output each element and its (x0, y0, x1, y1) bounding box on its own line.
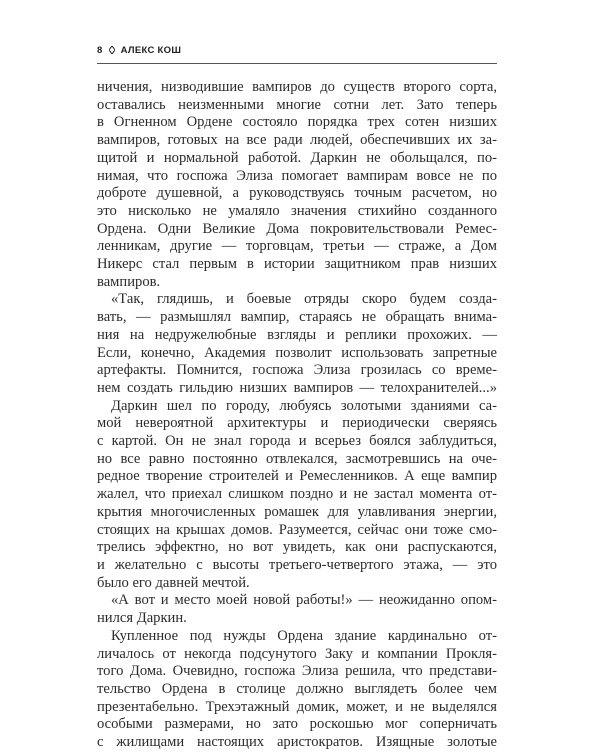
diamond-ornament-icon (109, 46, 115, 54)
running-head (97, 42, 497, 58)
text-line: вать, — размышлял вампир, стараясь не обращать внима- (97, 309, 497, 326)
text-line: нем создать гильдию низших вампиров — телохранителей...» (97, 379, 497, 396)
text-line: особыми размерами, но зато роскошью мог соперничать (97, 716, 497, 733)
author-name: АЛЕКС КОШ (120, 44, 182, 56)
text-line: «А вот и место моей новой работы!» — неожиданно опом- (111, 592, 497, 609)
text-line: Никерс стал первым в истории защитником прав низших (97, 256, 497, 273)
text-line: Ордена. Одни Великие Дома покровительствовали Ремес- (97, 220, 497, 237)
text-line: того Дома. Очевидно, госпожа Элиза решила, что представи- (97, 663, 497, 680)
text-line: ничения, низводившие вампиров до существ второго сорта, (97, 79, 497, 95)
text-line: но все равно постоянно отвлекался, засмотревшись на оче- (97, 450, 497, 467)
text-line: трелись эффектно, но вот увидеть, как они распускаются, (97, 539, 497, 556)
text-line: стоящих на крышах домов. Разумеется, сейчас они тоже смо- (97, 521, 497, 538)
text-line: вампиров, готовых на все ради людей, обеспечивших их за- (97, 132, 497, 149)
text-line: Даркин шел по городу, любуясь золотыми зданиями са- (111, 397, 497, 414)
text-line: это нисколько не умаляло значения стихийно созданного (97, 202, 497, 219)
text-line: нимая, что госпожа Элиза помогает вампирам вовсе не по (97, 167, 497, 184)
text-line: оставались неизменными многие сотни лет. Зато теперь (97, 96, 497, 113)
text-line: Если, конечно, Академия позволит использовать запретные (97, 344, 497, 361)
text-line: было его давней мечтой. (97, 574, 250, 591)
text-line: личалось от некогда подсунутого Заку и компании Прокля- (97, 645, 497, 662)
text-line: «Так, глядишь, и боевые отряды скоро будем созда- (111, 291, 497, 308)
text-line: с картой. Он не знал города и всерьез боялся заблудиться, (97, 433, 497, 450)
text-line: в Огненном Ордене состояло порядка трех сотен низших (97, 114, 497, 131)
text-line: Купленное под нужды Ордена здание кардинально от- (111, 627, 497, 644)
text-line: редное творение строителей и Ремесленников. А еще вампир (97, 468, 497, 485)
text-line: щитой и нормальной работой. Даркин не обольщался, по- (97, 149, 497, 166)
text-line: доброте душевной, а руководствуясь точным расчетом, но (97, 185, 497, 202)
header-rule (97, 63, 497, 64)
text-line: ленникам, другие — торговцам, третьи — страже, а Дом (97, 238, 497, 255)
text-line: ния на недружелюбные взгляды и реплики прохожих. — (97, 326, 497, 343)
text-line: тельство Ордена в столице должно выглядеть более чем (97, 680, 497, 697)
text-line: презентабельно. Трехэтажный домик, может, и не выделялся (97, 698, 497, 715)
text-line: крытия многочисленных ромашек для улавливания энергии, (97, 503, 497, 520)
text-line: жалел, что приехал слишком поздно и не застал момента от- (97, 486, 497, 503)
text-line: артефакты. Помнится, госпожа Элиза грозилась со време- (97, 362, 497, 379)
body-text (97, 79, 497, 752)
text-line: нился Даркин. (97, 610, 187, 627)
text-line: вампиров. (97, 273, 161, 290)
text-line: мой невероятной архитектуры и периодически сверяясь (97, 415, 497, 432)
page-number: 8 (97, 44, 103, 56)
text-line: с жилищами настоящих аристократов. Изящные золотые (97, 734, 497, 751)
text-line: и желательно с высоты третьего-четвертого этажа, — это (97, 556, 497, 573)
